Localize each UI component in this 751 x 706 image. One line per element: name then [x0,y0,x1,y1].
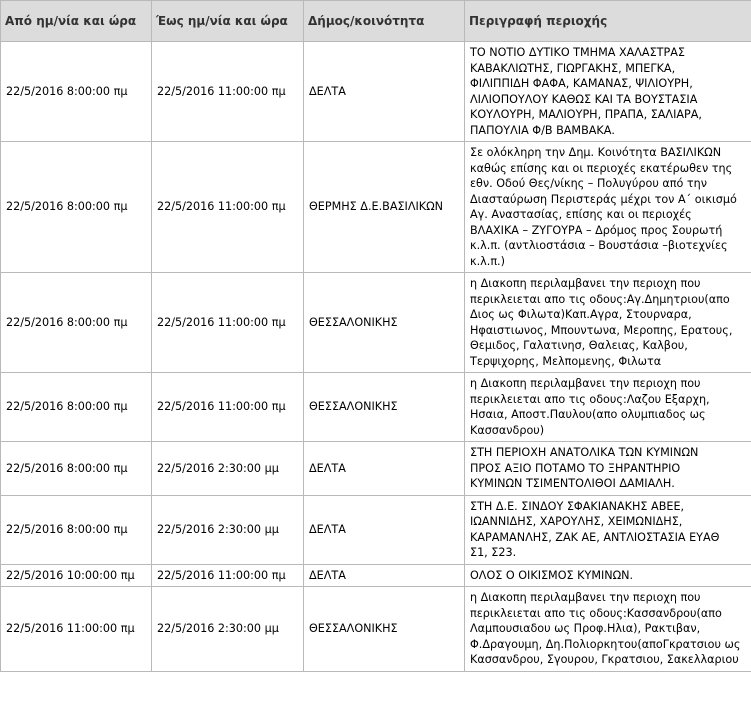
area-line: Θεμιδος, Γαλατινησ, Θαλειας, Καλβου, [470,339,688,352]
cell-to: 22/5/2016 2:30:00 μμ [152,495,304,564]
cell-from: 22/5/2016 8:00:00 πμ [1,442,152,496]
area-line: ΠΑΠΟΥΛΙΑ Φ/Β ΒΑΜΒΑΚΑ. [470,123,615,137]
table-row [1,495,751,564]
area-line: ΣΤΗ Δ.Ε. ΣΙΝΔΟΥ ΣΦΑΚΙΑΝΑΚΗΣ ΑΒΕΕ, [470,499,685,513]
cell-area [465,142,751,273]
header-municipality: Δήμος/κοινότητα [304,1,465,42]
cell-municipality: ΘΕΣΣΑΛΟΝΙΚΗΣ [304,273,465,373]
area-line: ΚΑΒΑΚΛΙΩΤΗΣ, ΓΙΩΡΓΑΚΗΣ, ΜΠΕΓΚΑ, [470,61,676,75]
area-line: Τερψιχορης, Μελπομενης, Φιλωτα [470,354,662,368]
cell-from: 22/5/2016 8:00:00 πμ [1,495,152,564]
area-line: ΚΟΥΛΟΥΡΗ, ΜΑΛΙΟΥΡΗ, ΠΡΑΠΑ, ΣΑΛΙΑΡΑ, [470,108,702,121]
cell-to: 22/5/2016 11:00:00 πμ [152,273,304,373]
area-line: η Διακοπη περιλαμβανει την περιοχη που [470,591,701,604]
cell-area [465,495,751,564]
cell-area [465,442,751,496]
cell-to: 22/5/2016 11:00:00 πμ [152,373,304,442]
header-area: Περιγραφή περιοχής [465,1,751,42]
header-from: Από ημ/νία και ώρα [1,1,152,42]
cell-to: 22/5/2016 11:00:00 πμ [152,142,304,273]
area-line: Κασσανδρου) [470,423,545,437]
area-line: ΠΡΟΣ ΑΞΙΟ ΠΟΤΑΜΟ ΤΟ ΞΗΡΑΝΤΗΡΙΟ [470,461,681,475]
area-line: περικλειεται απο τις οδους:Κασσανδρου(απο [470,606,722,620]
area-line: Λαμπουσιαδου ως Προφ.Ηλια), Ρακτιβαν, [470,622,701,635]
cell-municipality: ΘΕΣΣΑΛΟΝΙΚΗΣ [304,587,465,672]
cell-from: 22/5/2016 8:00:00 πμ [1,42,152,142]
area-line: ΒΛΑΧΙΚΑ – ΖΥΓΟΥΡΑ – Δρόμος προς Σουρωτή [470,223,723,237]
area-line: Ηφαιστιωνος, Μπουντωνα, Μεροπης, Ερατους, [470,323,733,337]
cell-municipality: ΔΕΛΤΑ [304,42,465,142]
cell-to: 22/5/2016 11:00:00 πμ [152,564,304,587]
area-line: κ.λ.π. (αντλιοστάσια – Βουστάσια –βιοτεχνίες [470,239,728,252]
table-header [1,1,751,42]
cell-area [465,587,751,672]
cell-municipality: ΘΕΣΣΑΛΟΝΙΚΗΣ [304,373,465,442]
cell-municipality: ΔΕΛΤΑ [304,495,465,564]
table-row [1,273,751,373]
area-line: η Διακοπη περιλαμβανει την περιοχη που [470,377,701,390]
area-line: Αγ. Αναστασίας, επίσης και οι περιοχές [470,208,692,221]
cell-from: 22/5/2016 11:00:00 πμ [1,587,152,672]
cell-from: 22/5/2016 8:00:00 πμ [1,142,152,273]
table-row [1,442,751,496]
table-row [1,373,751,442]
cell-area [465,373,751,442]
cell-to: 22/5/2016 2:30:00 μμ [152,442,304,496]
cell-area [465,273,751,373]
table-body [1,42,751,672]
area-line: Φ.Δραγουμη, Δη.Πολιορκητου(αποΓκρατσιου ως [470,637,741,651]
area-line: καθώς επίσης και οι περιοχές εκατέρωθεν της [470,161,733,175]
area-line: ΚΑΡΑΜΑΝΛΗΣ, ΖΑΚ ΑΕ, ΑΝΤΛΙΟΣΤΑΣΙΑ ΕΥΑΘ [470,530,720,544]
cell-municipality: ΔΕΛΤΑ [304,442,465,496]
area-line: περικλειεται απο τις οδους:Αγ.Δημητριου(απο [470,292,730,306]
cell-area [465,42,751,142]
area-line: Ησαια, Αποστ.Παυλου(απο ολυμπιαδος ως [470,408,706,421]
area-line: ΙΩΑΝΝΙΔΗΣ, ΧΑΡΟΥΛΗΣ, ΧΕΙΜΩΝΙΔΗΣ, [470,515,683,528]
table-row [1,587,751,672]
cell-municipality: ΘΕΡΜΗΣ Δ.Ε.ΒΑΣΙΛΙΚΩΝ [304,142,465,273]
area-line: ΛΙΛΙΟΠΟΥΛΟΥ ΚΑΘΩΣ ΚΑΙ ΤΑ ΒΟΥΣΤΑΣΙΑ [470,92,698,106]
area-line: η Διακοπη περιλαμβανει την περιοχη που [470,277,701,290]
area-line: Διασταύρωση Περιστεράς μέχρι τον Α΄ οικισμό [470,192,737,206]
area-line: Διος ως Φιλωτα)Καπ.Αγρα, Στουρναρα, [470,308,692,321]
table-row [1,42,751,142]
area-line: ΣΤΗ ΠΕΡΙΟΧΗ ΑΝΑΤΟΛΙΚΑ ΤΩΝ ΚΥΜΙΝΩΝ [470,446,699,459]
area-line: κ.λ.π.) [470,254,505,268]
cell-from: 22/5/2016 8:00:00 πμ [1,373,152,442]
area-line: ΤΟ ΝΟΤΙΟ ΔΥΤΙΚΟ ΤΜΗΜΑ ΧΑΛΑΣΤΡΑΣ [470,46,685,59]
cell-from: 22/5/2016 10:00:00 πμ [1,564,152,587]
cell-from: 22/5/2016 8:00:00 πμ [1,273,152,373]
area-line: Κασσανδρου, Σγουρου, Γκρατσιου, Σακελλαριου [470,653,739,666]
area-line: περικλειεται απο τις οδους:Λαζου Εξαρχη, [470,392,710,406]
header-row [1,1,751,42]
cell-to: 22/5/2016 11:00:00 πμ [152,42,304,142]
cell-municipality: ΔΕΛΤΑ [304,564,465,587]
header-to: Έως ημ/νία και ώρα [152,1,304,42]
area-line: ΚΥΜΙΝΩΝ ΤΣΙΜΕΝΤΟΛΙΘΟΙ ΔΑΜΙΑΛΗ. [470,477,675,490]
area-line: ΦΙΛΙΠΠΙΔΗ ΦΑΦΑ, ΚΑΜΑΝΑΣ, ΨΙΛΙΟΥΡΗ, [470,77,693,90]
area-line: εθν. Οδού Θες/νίκης – Πολυγύρου από την [470,177,707,190]
table-row [1,142,751,273]
area-line: Σε ολόκληρη την Δημ. Κοινότητα ΒΑΣΙΛΙΚΩΝ [470,146,722,159]
cell-area [465,564,751,587]
area-line: Σ1, Σ23. [470,546,517,559]
table-row [1,564,751,587]
cell-to: 22/5/2016 2:30:00 μμ [152,587,304,672]
area-line: ΟΛΟΣ Ο ΟΙΚΙΣΜΟΣ ΚΥΜΙΝΩΝ. [470,568,634,582]
